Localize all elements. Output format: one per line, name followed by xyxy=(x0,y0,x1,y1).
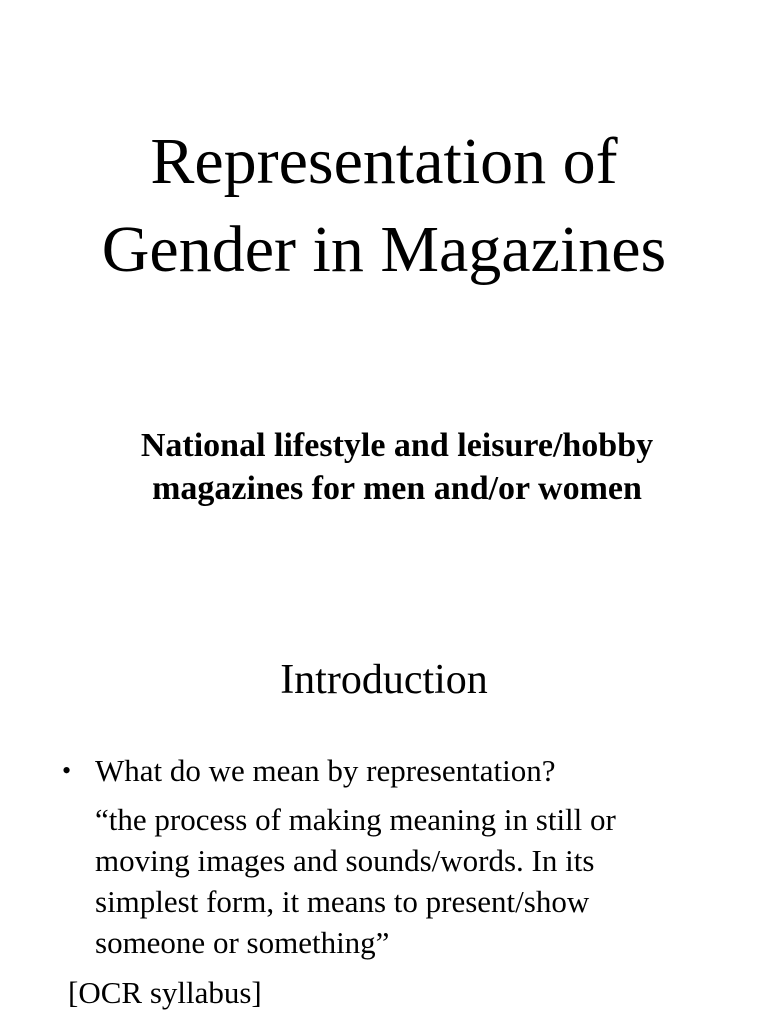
slide-subtitle-line-2: magazines for men and/or women xyxy=(152,470,642,507)
bullet-text: What do we mean by representation? xyxy=(95,753,556,788)
slide-subtitle-line-1: National lifestyle and leisure/hobby xyxy=(140,427,654,464)
slide-title xyxy=(0,118,768,294)
slide-title-line-2: Gender in Magazines xyxy=(101,213,667,286)
quote-line-1: “the process of making meaning in still or xyxy=(95,802,616,837)
quote-line-2: moving images and sounds/words. In its xyxy=(95,843,595,878)
quote-line-4: someone or something” xyxy=(95,925,390,960)
source-citation: [OCR syllabus] xyxy=(68,975,262,1010)
quote-line-3: simplest form, it means to present/show xyxy=(95,884,590,919)
slide-subtitle xyxy=(60,424,734,510)
definition-quote xyxy=(95,799,616,963)
section-heading: Introduction xyxy=(280,657,488,703)
bullet-icon: • xyxy=(62,756,72,785)
slide-title-line-1: Representation of xyxy=(150,125,618,198)
